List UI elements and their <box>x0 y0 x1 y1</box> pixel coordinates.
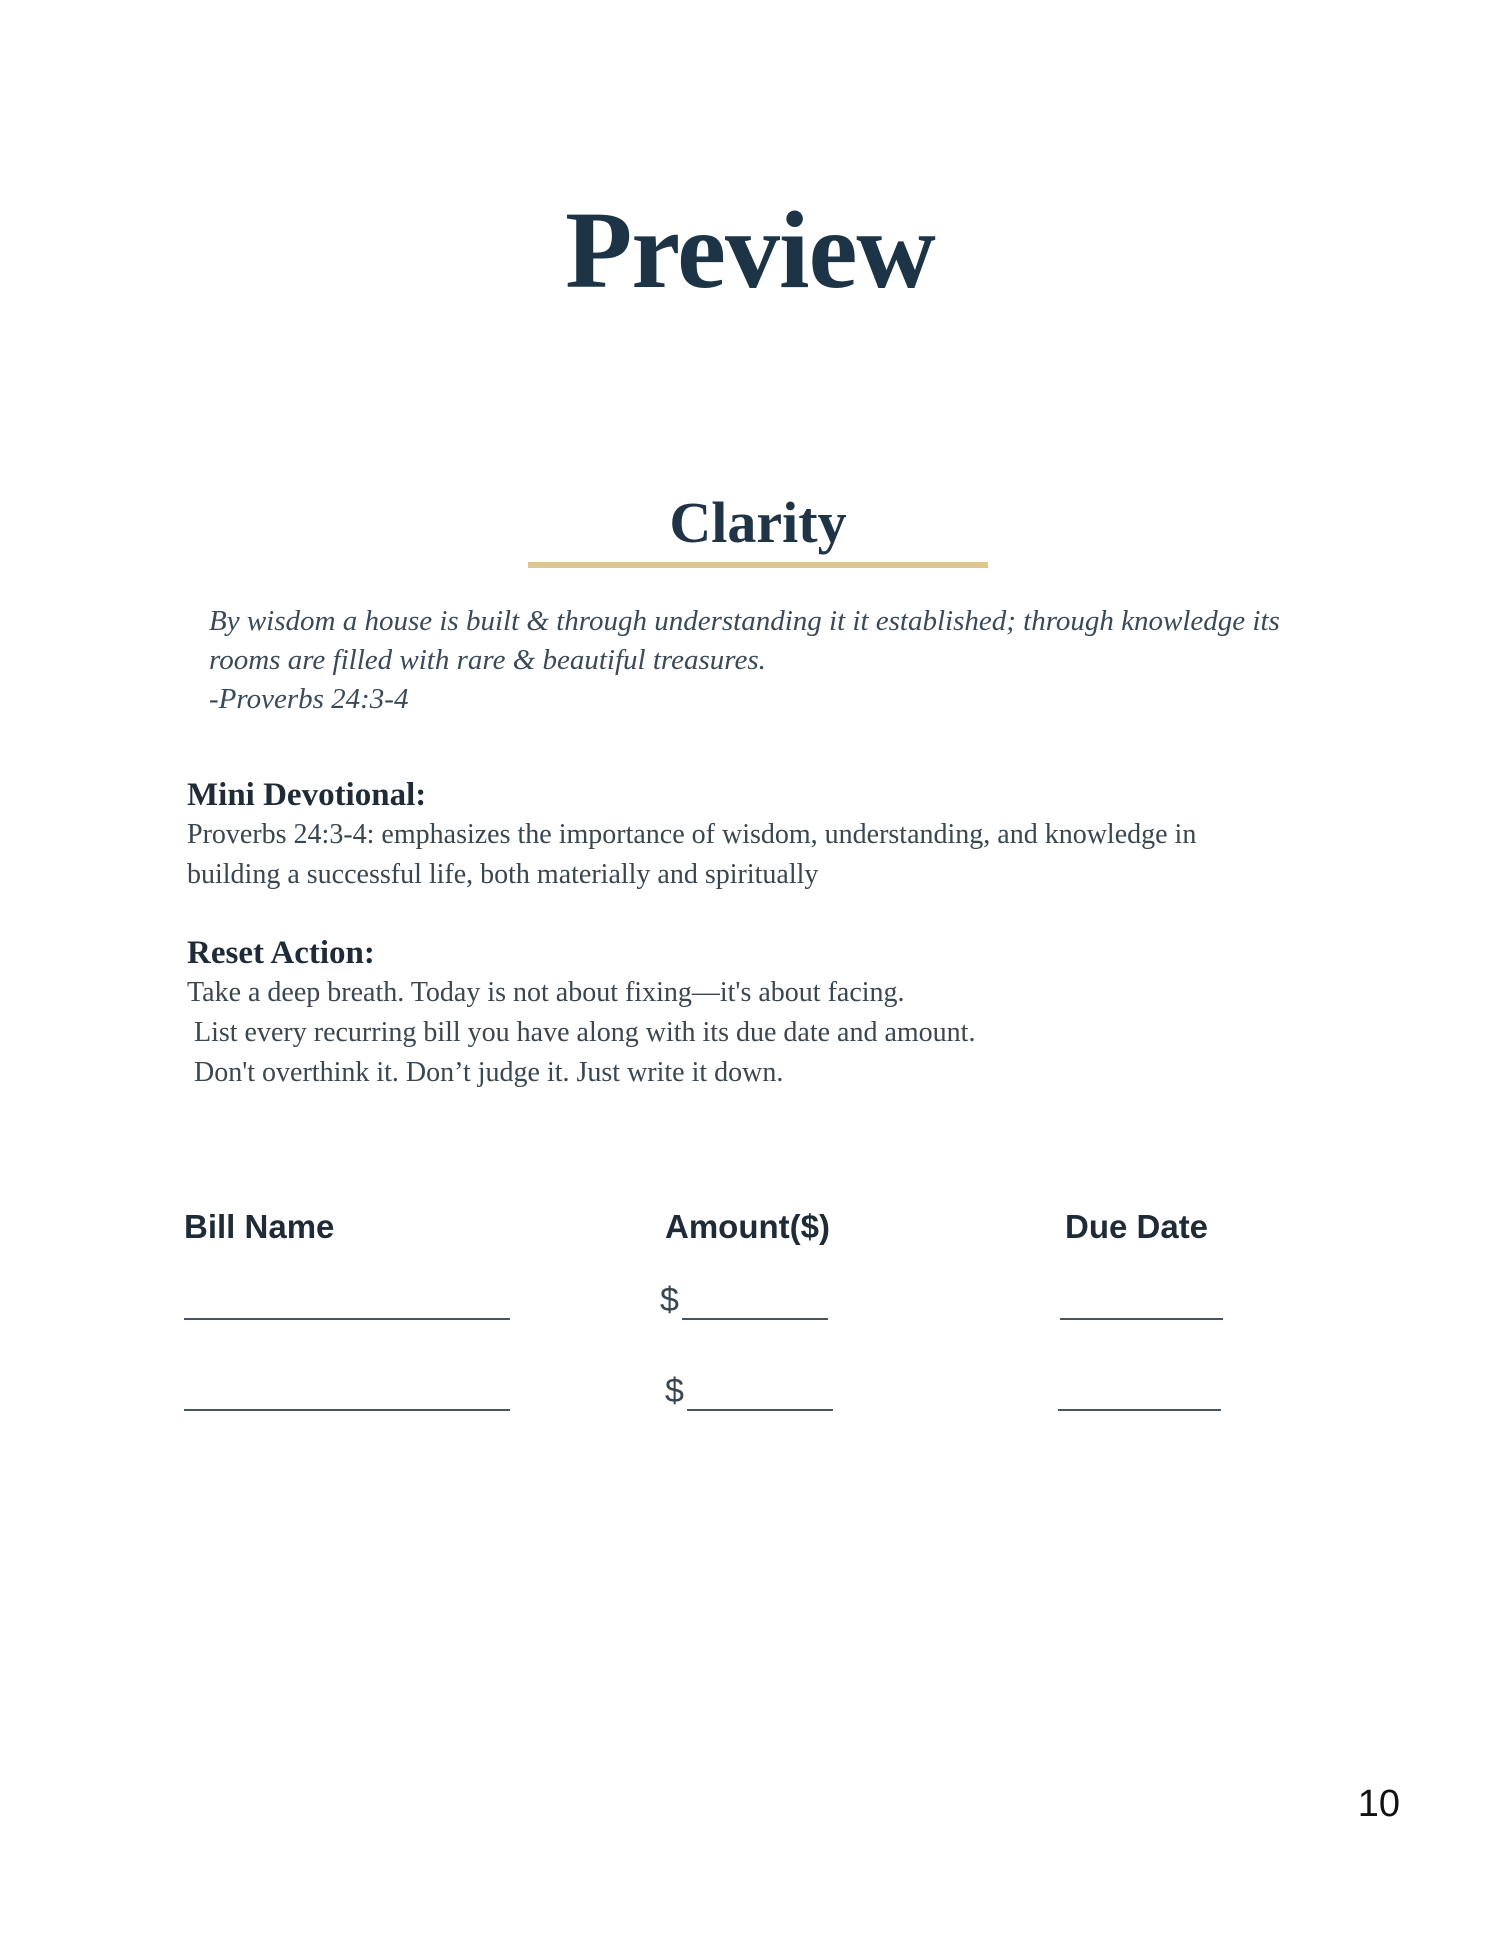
title-underline <box>528 562 988 568</box>
amount-column-header: Amount($) <box>665 1208 830 1245</box>
verse-reference: -Proverbs 24:3-4 <box>209 683 409 715</box>
page-title: Preview <box>565 189 935 311</box>
scripture-verse <box>209 602 1329 719</box>
mini-devotional-body <box>187 815 1347 895</box>
dollar-sign: $ <box>665 1372 684 1410</box>
due-date-blank-line[interactable] <box>1060 1318 1223 1320</box>
amount-blank-line[interactable] <box>687 1409 833 1411</box>
due-date-blank-line[interactable] <box>1058 1409 1221 1411</box>
dollar-sign: $ <box>660 1281 679 1319</box>
verse-line: rooms are filled with rare & beautiful treasures. <box>209 644 766 676</box>
reset-action-line: List every recurring bill you have along with its due date and amount. <box>194 1017 976 1048</box>
reset-action-line: Don't overthink it. Don’t judge it. Just write it down. <box>194 1057 784 1088</box>
devotional-line: building a successful life, both materially and spiritually <box>187 859 819 890</box>
devotional-line: Proverbs 24:3-4: emphasizes the importance of wisdom, understanding, and knowledge in <box>187 819 1197 850</box>
page-number: 10 <box>1357 1783 1400 1825</box>
verse-line: By wisdom a house is built & through understanding it it established; through knowledge its <box>209 605 1280 637</box>
bill-name-blank-line[interactable] <box>184 1318 510 1320</box>
bill-name-column-header: Bill Name <box>184 1208 335 1245</box>
amount-blank-line[interactable] <box>682 1318 828 1320</box>
mini-devotional-heading: Mini Devotional: <box>187 777 427 813</box>
section-title: Clarity <box>669 490 847 555</box>
reset-action-line: Take a deep breath. Today is not about fixing—it's about facing. <box>187 977 905 1008</box>
reset-action-heading: Reset Action: <box>187 935 375 971</box>
reset-action-body <box>187 973 1347 1093</box>
bill-name-blank-line[interactable] <box>184 1409 510 1411</box>
due-date-column-header: Due Date <box>1065 1208 1209 1245</box>
